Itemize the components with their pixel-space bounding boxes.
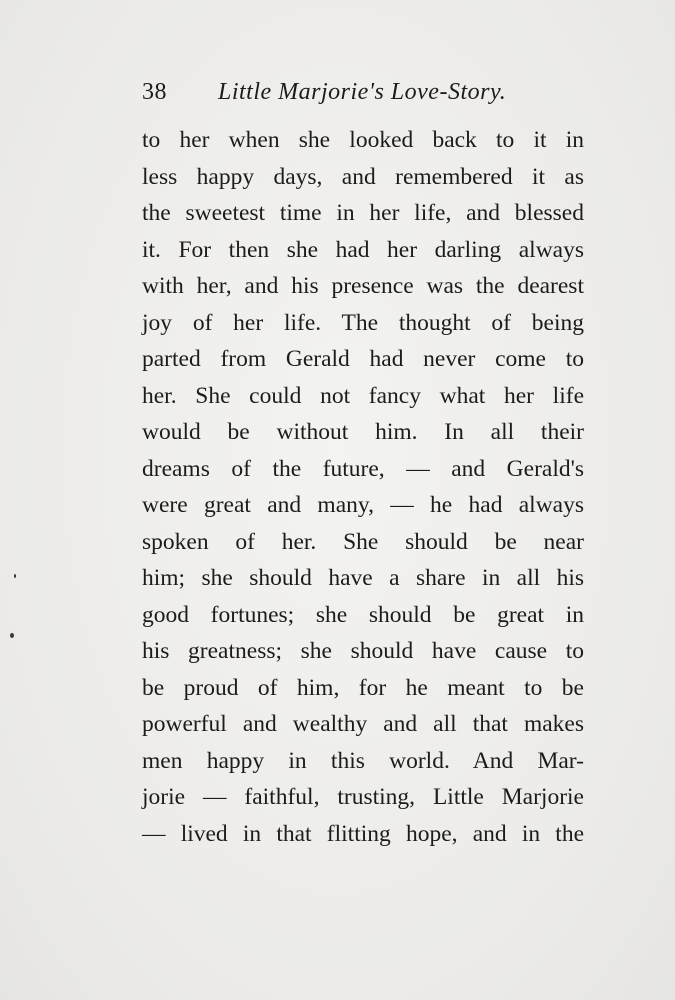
text-line: less happy days, and remembered it as bbox=[142, 163, 584, 190]
running-title: Little Marjorie's Love-Story. bbox=[218, 79, 507, 105]
text-line: parted from Gerald had never come to bbox=[142, 346, 584, 372]
text-line: joy of her life. The thought of being bbox=[142, 309, 584, 336]
body-text bbox=[142, 122, 584, 852]
text-line: good fortunes; she should be great in bbox=[142, 601, 584, 628]
text-line: the sweetest time in her life, and blessed bbox=[142, 200, 584, 226]
text-line: with her, and his presence was the dearest bbox=[142, 273, 584, 299]
text-line: her. She could not fancy what her life bbox=[142, 382, 584, 409]
text-line: were great and many, — he had always bbox=[142, 492, 584, 518]
text-line: powerful and wealthy and all that makes bbox=[142, 711, 584, 737]
text-line: dreams of the future, — and Gerald's bbox=[142, 455, 584, 482]
text-line: — lived in that flitting hope, and in the bbox=[142, 820, 584, 847]
ink-speck bbox=[14, 574, 16, 578]
text-line: him; she should have a share in all his bbox=[142, 565, 584, 591]
page-header bbox=[142, 74, 582, 110]
text-line: his greatness; she should have cause to bbox=[142, 638, 584, 664]
text-line: men happy in this world. And Mar- bbox=[142, 747, 584, 774]
text-line: spoken of her. She should be near bbox=[142, 528, 584, 555]
text-line: it. For then she had her darling always bbox=[142, 236, 584, 263]
text-line: to her when she looked back to it in bbox=[142, 127, 584, 153]
ink-speck bbox=[10, 633, 14, 638]
page-number: 38 bbox=[142, 79, 167, 105]
text-line: jorie — faithful, trusting, Little Marjorie bbox=[142, 784, 584, 810]
text-line: be proud of him, for he meant to be bbox=[142, 674, 584, 701]
text-line: would be without him. In all their bbox=[142, 419, 584, 445]
